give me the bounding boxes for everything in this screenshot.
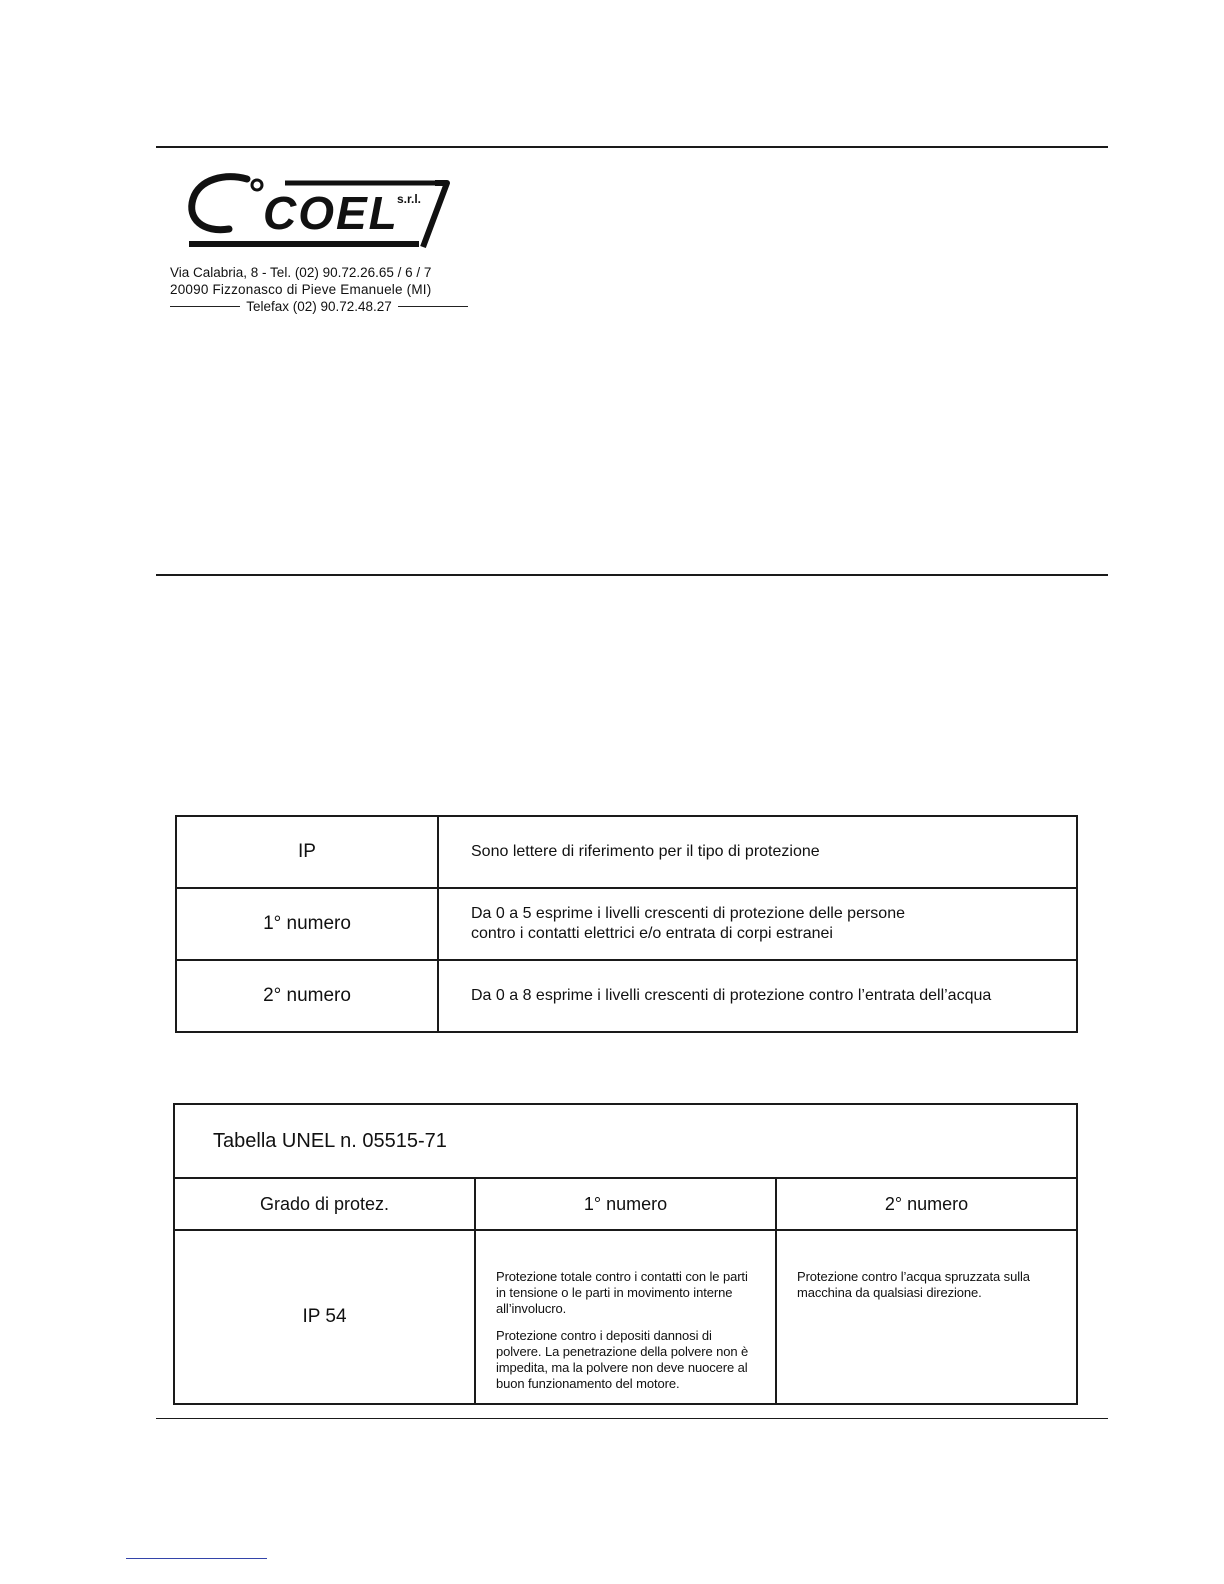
table-row: [176, 960, 1077, 1032]
second-description: Protezione contro l’acqua spruzzata sulla macchina da qualsiasi direzione.: [797, 1269, 1030, 1300]
row-key: 1° numero: [176, 888, 438, 960]
first-description-p1: Protezione totale contro i contatti con le parti in tensione o le parti in movimento interne all’involucro.: [496, 1269, 748, 1316]
logo-suffix: s.r.l.: [397, 192, 422, 206]
first-description-p2: Protezione contro i depositi dannosi di polvere. La penetrazione della polvere non è impedita, ma la polvere non deve nuocere al buon funzionamento del motore.: [496, 1328, 749, 1391]
protection-grade: IP 54: [174, 1230, 475, 1404]
fax-line: [170, 298, 468, 315]
table-row: [174, 1230, 1077, 1404]
fax-rule-right: [398, 306, 468, 307]
ip-code-table: [175, 815, 1078, 1033]
row-key: IP: [176, 816, 438, 888]
logo-text: COEL: [263, 187, 399, 239]
header-grade: Grado di protez.: [174, 1178, 475, 1230]
bottom-rule: [156, 1418, 1108, 1419]
row-value: Da 0 a 5 esprime i livelli crescenti di protezione delle persone contro i contatti elettrici e/o entrata di corpi estranei: [438, 888, 1077, 960]
fax-rule-left: [170, 306, 240, 307]
row-value: Sono lettere di riferimento per il tipo di protezione: [438, 816, 1077, 888]
table-row: [176, 816, 1077, 888]
address-line-1: Via Calabria, 8 - Tel. (02) 90.72.26.65 / 6 / 7: [170, 265, 432, 280]
section-rule: [156, 574, 1108, 576]
table-row: [176, 888, 1077, 960]
unel-table: [173, 1103, 1078, 1405]
address-line-2: 20090 Fizzonasco di Pieve Emanuele (MI): [170, 282, 432, 297]
second-number-description: [776, 1230, 1077, 1404]
header-first-number: 1° numero: [475, 1178, 776, 1230]
row-value: Da 0 a 8 esprime i livelli crescenti di protezione contro l’entrata dell’acqua: [438, 960, 1077, 1032]
table-title: Tabella UNEL n. 05515-71: [174, 1104, 1077, 1178]
fax-text: Telefax (02) 90.72.48.27: [246, 299, 392, 314]
row-key: 2° numero: [176, 960, 438, 1032]
coel-logo: [185, 165, 455, 255]
first-number-description: [475, 1230, 776, 1404]
top-rule: [156, 146, 1108, 148]
header-second-number: 2° numero: [776, 1178, 1077, 1230]
footer-underline: [126, 1558, 267, 1559]
